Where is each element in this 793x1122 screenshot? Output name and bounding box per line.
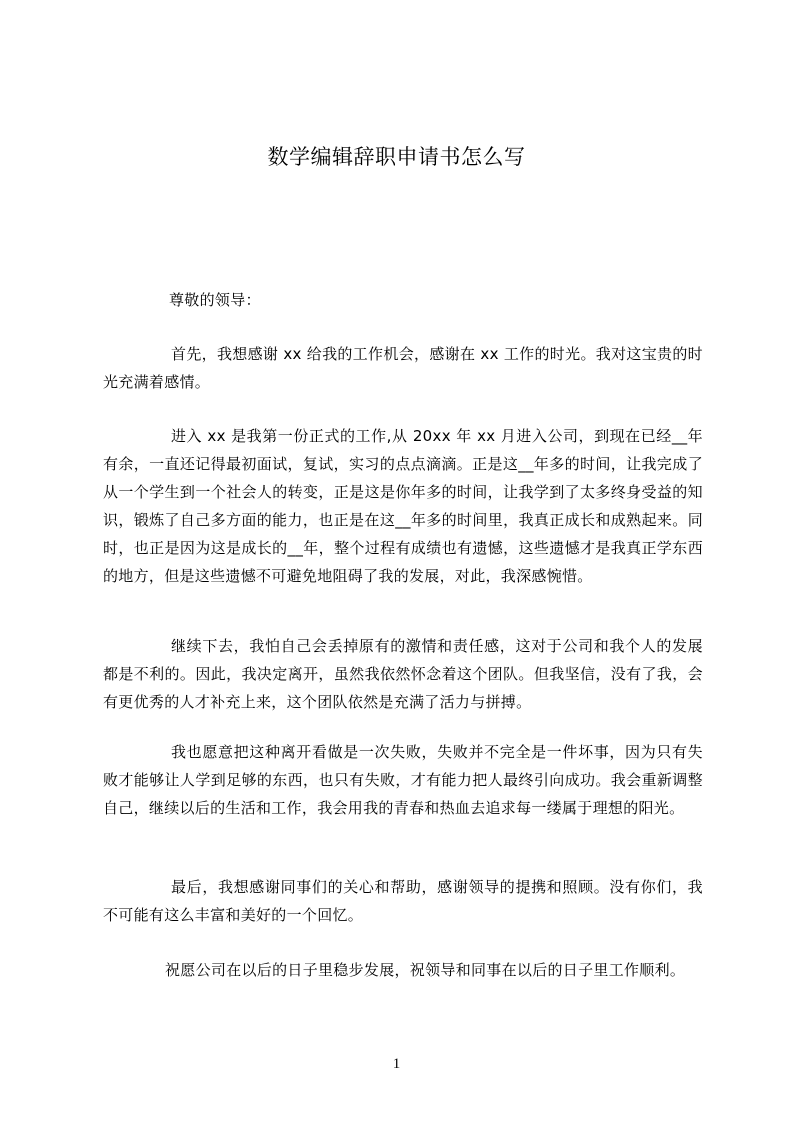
salutation: 尊敬的领导：	[169, 291, 261, 309]
paragraph-gratitude: 首先，我想感谢 xx 给我的工作机会，感谢在 xx 工作的时光。我对这宝贵的时光充满着感情。	[103, 345, 703, 391]
page-number: 1	[392, 1056, 401, 1072]
paragraph-thanks: 最后，我想感谢同事们的关心和帮助，感谢领导的提携和照顾。没有你们，我不可能有这么丰富和美好的一个回忆。	[103, 878, 703, 924]
document-title: 数学编辑辞职申请书怎么写	[267, 145, 526, 169]
paragraph-reflection: 我也愿意把这种离开看做是一次失败，失败并不完全是一件坏事，因为只有失败才能够让人学到足够的东西，也只有失败，才有能力把人最终引向成功。我会重新调整自己，继续以后的生活和工作，我会用我的青春和热血去追求每一缕属于理想的阳光。	[103, 743, 703, 817]
paragraph-experience: 进入 xx 是我第一份正式的工作,从 20xx 年 xx 月进入公司，到现在已经__年有余，一直还记得最初面试，复试，实习的点点滴滴。正是这__年多的时间，让我完成了从一个学生到一个社会人的转变，正是这是你年多的时间，让我学到了太多终身受益的知识，锻炼了自己多方面的能力，也正是在这__年多的时间里，我真正成长和成熟起来。同时，也正是因为这是成长的__年，整个过程有成绩也有遗憾，这些遗憾才是我真正学东西的地方，但是这些遗憾不可避免地阻碍了我的发展，对此，我深感惋惜。	[103, 427, 703, 585]
paragraph-decision: 继续下去，我怕自己会丢掉原有的激情和责任感，这对于公司和我个人的发展都是不利的。因此，我决定离开，虽然我依然怀念着这个团队。但我坚信，没有了我，会有更优秀的人才补充上来，这个团队依然是充满了活力与拼搏。	[103, 637, 703, 711]
closing-wish: 祝愿公司在以后的日子里稳步发展，祝领导和同事在以后的日子里工作顺利。	[165, 961, 686, 979]
